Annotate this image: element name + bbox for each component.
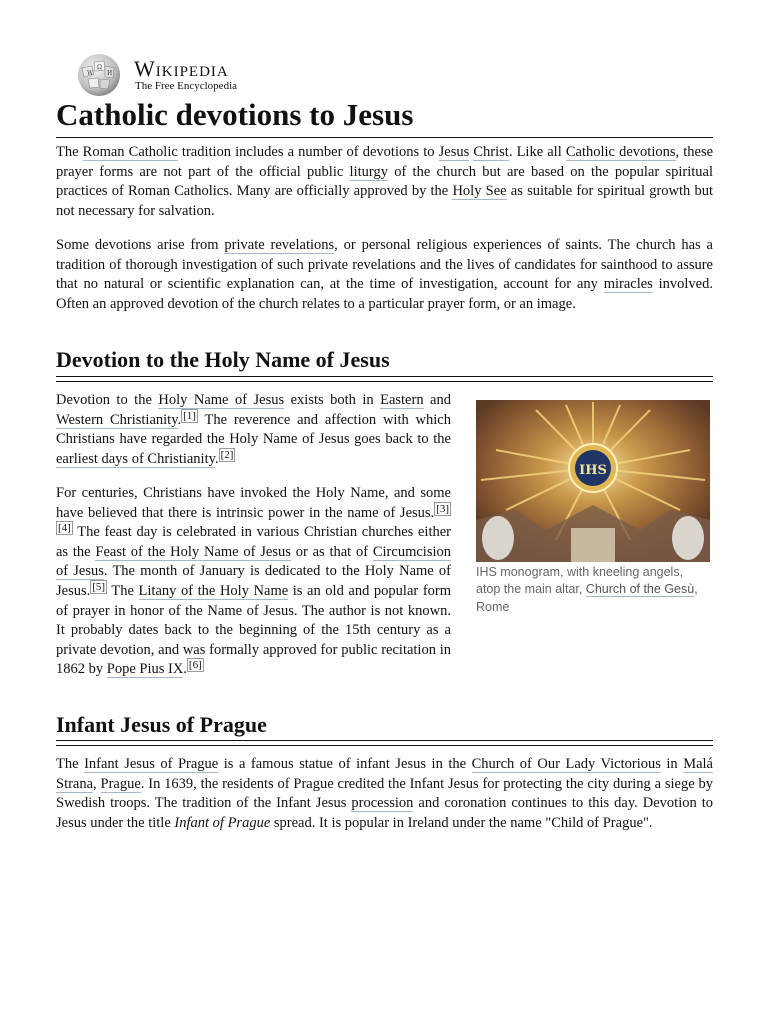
- holy-name-paragraph-1: Devotion to the Holy Name of Jesus exists both in Eastern and Western Christianity. [1] The reverence and affection with which Christians have regarded the Holy Name of Jesus goes back to the earliest days of Christianity. [2]: [56, 392, 451, 467]
- link-earliest-days-of-christianity[interactable]: earliest days of Christianity: [56, 450, 215, 467]
- intro-paragraph-1: The Roman Catholic tradition includes a number of devotions to Jesus Christ. Like all Catholic devotions, these prayer forms are not part of the official public liturgy of the church but are based on the popular spiritual practices of Roman Catholics. Many are officially approved by the Holy See as suitable for spiritual growth but not necessary for salvation.: [56, 144, 714, 219]
- link-holy-name-of-jesus[interactable]: Holy Name of Jesus: [158, 392, 285, 408]
- wordmark: Wikipedia: [134, 56, 229, 81]
- tagline: The Free Encyclopedia: [135, 80, 238, 92]
- link-holy-see[interactable]: Holy See: [452, 183, 507, 200]
- link-litany-of-holy-name[interactable]: Litany of the Holy Name: [138, 582, 289, 599]
- svg-text:Ω: Ω: [97, 64, 102, 71]
- link-eastern[interactable]: Eastern: [380, 392, 424, 408]
- figure-caption: IHS monogram, with kneeling angels, atop the main altar, Church of the Gesù, Rome: [476, 565, 698, 614]
- link-infant-jesus-of-prague[interactable]: Infant Jesus of Prague: [84, 756, 219, 772]
- globe-icon: [74, 52, 124, 98]
- link-private-revelations[interactable]: private revelations: [224, 237, 335, 253]
- section-divider-2: [56, 740, 713, 746]
- section-heading-infant-jesus: Infant Jesus of Prague: [56, 712, 267, 737]
- reference-5[interactable]: [5]: [92, 580, 106, 593]
- svg-text:И: И: [107, 70, 113, 77]
- link-western-christianity[interactable]: Western Christianity: [56, 411, 178, 428]
- reference-1[interactable]: [1]: [183, 409, 196, 422]
- link-circumcision-of-jesus[interactable]: Circumcision of Jesus: [56, 543, 451, 580]
- title-divider: [56, 137, 713, 138]
- wikipedia-logo[interactable]: [74, 52, 274, 98]
- infant-jesus-paragraph: The Infant Jesus of Prague is a famous statue of infant Jesus in the Church of Our Lady Victorious in Malá Strana, Prague. In 1639, the residents of Prague credited the Infant Jesus for protecting the city during a siege by Swedish troops. The tradition of the Infant Jesus procession and coronation continues to this day. Devotion to Jesus under the title Infant of Prague spread. It is popular in Ireland under the name "Child of Prague".: [56, 756, 714, 831]
- link-jesus[interactable]: Jesus: [438, 144, 470, 160]
- ihs-figure: [476, 400, 710, 616]
- link-church-of-our-lady-victorious[interactable]: Church of Our Lady Victorious: [471, 756, 661, 772]
- intro-paragraph-2: Some devotions arise from private revelations, or personal religious experiences of saints. The church has a tradition of thorough investigation of such private revelations and the lives of candidates for sainthood to assure that no natural or scientific explanation can, at the time of investigation, account for any miracles involved. Often an approved devotion of the church relates to a particular prayer form, or an image.: [56, 237, 713, 312]
- link-feast-of-holy-name[interactable]: Feast of the Holy Name of Jesus: [95, 543, 291, 560]
- svg-text:W: W: [87, 70, 94, 77]
- link-prague[interactable]: Prague: [100, 775, 141, 792]
- link-roman-catholic[interactable]: Roman Catholic: [82, 144, 178, 160]
- italic-title: Infant of Prague: [174, 814, 271, 831]
- reference-6[interactable]: [6]: [188, 659, 202, 672]
- page-title: Catholic devotions to Jesus: [56, 97, 414, 132]
- section-heading-holy-name: Devotion to the Holy Name of Jesus: [56, 347, 390, 372]
- link-church-of-the-gesu[interactable]: Church of the Gesù: [585, 582, 695, 597]
- link-catholic-devotions[interactable]: Catholic devotions: [565, 144, 676, 160]
- link-mala-strana[interactable]: Malá Strana: [56, 756, 713, 792]
- link-liturgy[interactable]: liturgy: [349, 163, 388, 180]
- section-divider-1: [56, 376, 713, 382]
- holy-name-paragraph-2: For centuries, Christians have invoked the Holy Name, and some have believed that there is intrinsic power in the name of Jesus. [3][4] The feast day is celebrated in various Christian churches either as the Feast of the Holy Name of Jesus or as that of Circumcision of Jesus. The month of January is dedicated to the Holy Name of Jesus. [5] The Litany of the Holy Name is an old and popular form of prayer in honor of the Name of Jesus. The author is not known. It probably dates back to the beginning of the 15th century as a private devotion, and was formally approved for public recitation in 1862 by Pope Pius IX. [6]: [56, 485, 452, 678]
- reference-2[interactable]: [2]: [220, 448, 234, 461]
- reference-4[interactable]: [4]: [58, 522, 71, 535]
- link-procession[interactable]: procession: [351, 795, 414, 812]
- link-christ[interactable]: Christ: [473, 144, 509, 160]
- link-miracles[interactable]: miracles: [603, 276, 653, 293]
- reference-3[interactable]: [3]: [436, 502, 449, 515]
- link-pope-pius-ix[interactable]: Pope Pius IX: [106, 661, 184, 678]
- ihs-monogram-text: IHS: [579, 463, 607, 478]
- ihs-monogram-image[interactable]: [476, 400, 710, 562]
